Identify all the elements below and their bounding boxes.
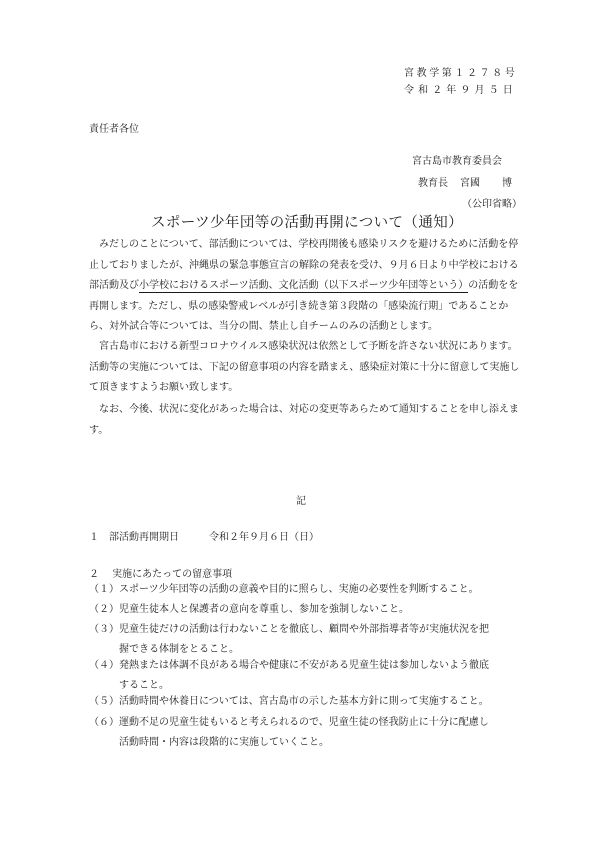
issuer-surname: 宮國 bbox=[460, 178, 480, 189]
note-item-number: （２） bbox=[89, 604, 119, 615]
addressee: 責任者各位 bbox=[89, 124, 139, 135]
note-item-3 bbox=[89, 620, 529, 660]
note-item-text: 活動時間や休養日については、宮古島市の示した基本方針に則って実施すること。 bbox=[119, 696, 489, 707]
document-title: スポーツ少年団等の活動再開について（通知） bbox=[151, 215, 464, 231]
note-item-continuation: 握できる体制をとること。 bbox=[119, 644, 239, 656]
note-item-4 bbox=[89, 656, 529, 696]
note-item-1 bbox=[89, 580, 529, 600]
note-item-text: 発熱または体調不良がある場合や健康に不安がある児童生徒は参加しないよう徹底 bbox=[119, 660, 489, 671]
note-item-5 bbox=[89, 692, 529, 712]
note-item-text: 児童生徒本人と保護者の意向を尊重し、参加を強制しないこと。 bbox=[119, 604, 409, 615]
document-date: 令和２年９月５日 bbox=[404, 85, 517, 96]
note-item-number: （４） bbox=[89, 660, 119, 671]
section-2-heading: ２ 実施にあたっての留意事項 bbox=[89, 569, 233, 580]
issuer-position: 教育長 bbox=[418, 178, 448, 189]
paragraph-2-text: 宮古島市における新型コロナウイルス感染状況は依然として予断を許さない状況にあります。活動等の実施については、下記の留意事項の内容を踏まえ、感染症対策に十分に留意して実施して頂きますようお願い致します。 bbox=[89, 341, 520, 393]
section-1-restart-date bbox=[89, 528, 319, 543]
note-item-number: （６） bbox=[89, 717, 119, 728]
body-paragraph-3 bbox=[89, 400, 525, 441]
paragraph-1-text-b: の活動をを再開します。ただし、県の感染警戒レベルが引き続き第３段階の「感染流行期」であることから、対外試合等については、当分の間、禁止し自チームのみの活動とします。 bbox=[89, 280, 519, 332]
paragraph-1-underlined: 小学校におけるスポーツ活動、文化活動（以下スポーツ少年団等という） bbox=[139, 280, 469, 291]
body-paragraph-1 bbox=[89, 235, 525, 338]
note-item-number: （５） bbox=[89, 696, 119, 707]
section-1-value: 令和２年９月６日（日） bbox=[209, 532, 319, 543]
note-item-text: 運動不足の児童生徒もいると考えられるので、児童生徒の怪我防止に十分に配慮し bbox=[119, 717, 489, 728]
paragraph-3-text: なお、今後、状況に変化があった場合は、対応の変更等あらためて通知することを申し添えます。 bbox=[89, 404, 519, 436]
note-item-continuation: すること。 bbox=[119, 680, 169, 692]
note-item-number: （３） bbox=[89, 624, 119, 635]
document-number: 宮教学第１２７８号 bbox=[404, 68, 518, 79]
note-item-text: 児童生徒だけの活動は行わないことを徹底し、顧問や外部指導者等が実施状況を把 bbox=[119, 624, 489, 635]
section-1-label: １ 部活動再開期日 bbox=[89, 532, 179, 543]
ki-heading: 記 bbox=[296, 496, 306, 507]
issuer-given-name: 博 bbox=[502, 178, 512, 189]
note-item-continuation: 活動時間・内容は段階的に実施していくこと。 bbox=[119, 737, 329, 749]
issuer-organization: 宮古島市教育委員会 bbox=[412, 156, 502, 167]
note-item-6 bbox=[89, 713, 529, 753]
note-item-2 bbox=[89, 600, 529, 620]
note-item-number: （１） bbox=[89, 584, 119, 595]
paragraph-1-text-a: みだしのことについて、部活動については、学校再開後も感染リスクを避けるために活動を停止しておりましたが、沖縄県の緊急事態宣言の解除の発表を受け、９月６日より中学校における部活動及び bbox=[89, 239, 519, 291]
issuer-person bbox=[418, 174, 512, 189]
note-item-text: スポーツ少年団等の活動の意義や目的に照らし、実施の必要性を判断すること。 bbox=[119, 584, 479, 595]
body-paragraph-2 bbox=[89, 337, 525, 399]
seal-omitted-note: （公印省略） bbox=[462, 199, 522, 210]
